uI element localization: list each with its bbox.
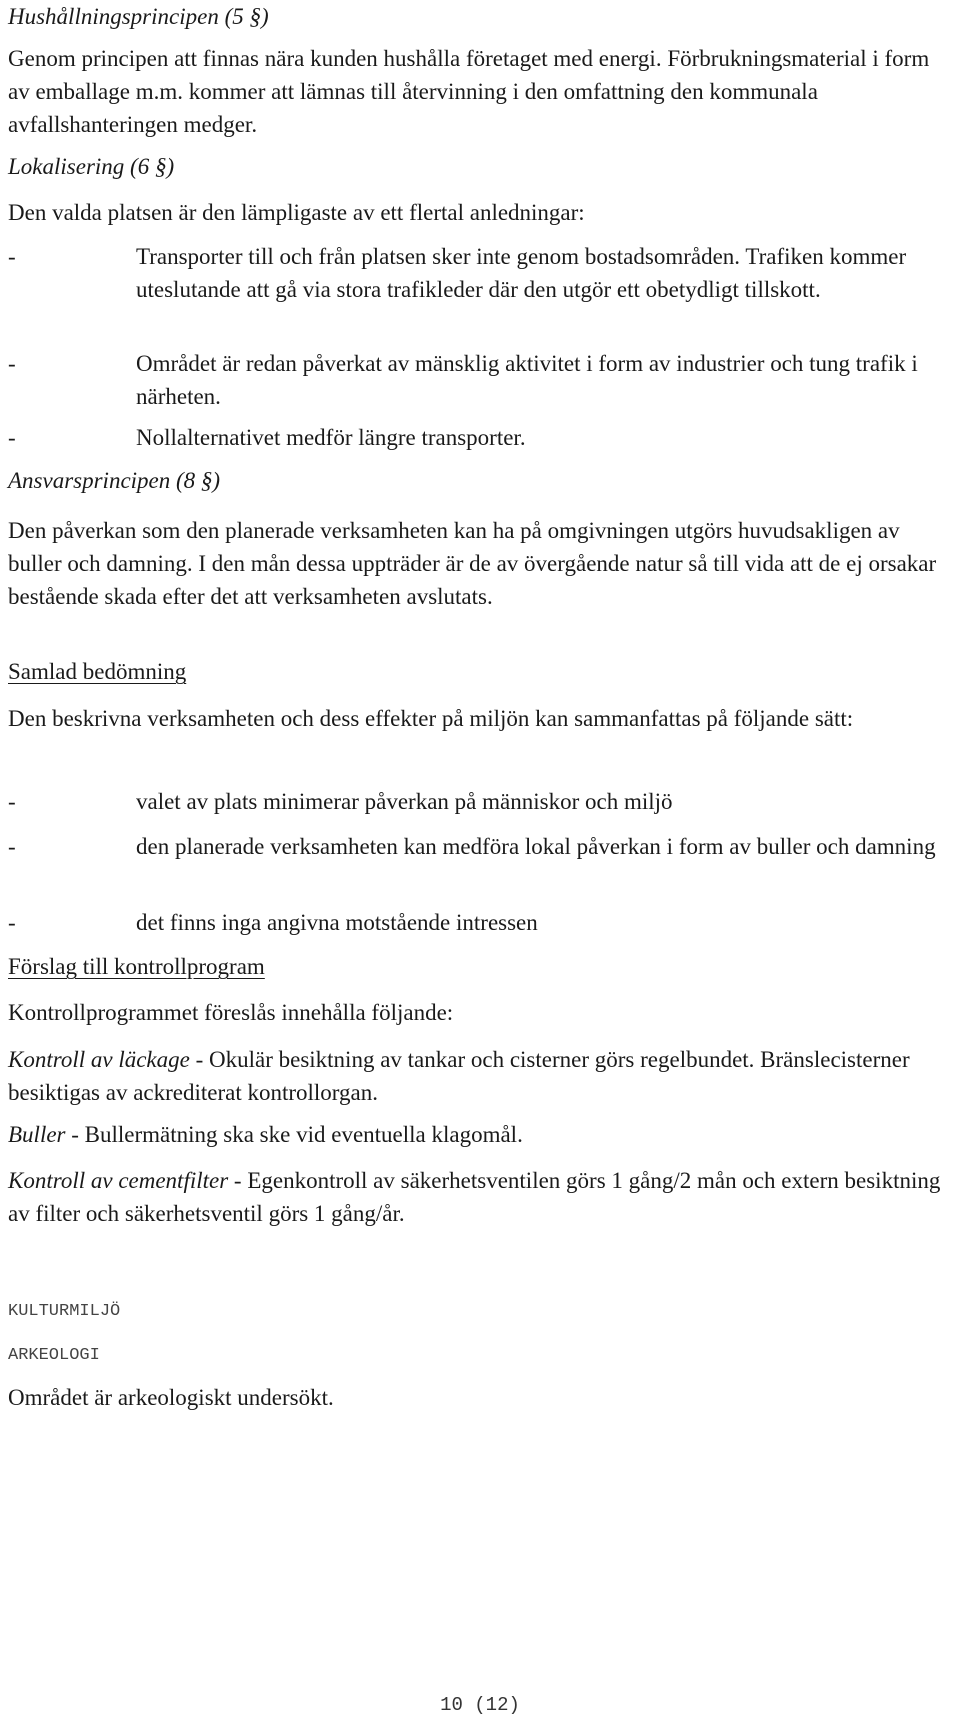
kontroll-item-cementfilter bbox=[8, 1164, 952, 1230]
list-dash: - bbox=[8, 834, 16, 859]
paragraph-samlad-intro: Den beskrivna verksamheten och dess effekter på miljön kan sammanfattas på följande sätt: bbox=[8, 706, 854, 731]
list-dash: - bbox=[8, 425, 16, 450]
kontroll-text: - Bullermätning ska ske vid eventuella klagomål. bbox=[65, 1122, 523, 1147]
kontroll-term: Kontroll av läckage bbox=[8, 1047, 190, 1072]
list-item-text: Nollalternativet medför längre transporter. bbox=[136, 425, 526, 450]
heading-hushallningsprincipen: Hushållningsprincipen (5 §) bbox=[8, 4, 269, 29]
paragraph-kontroll-intro: Kontrollprogrammet föreslås innehålla följande: bbox=[8, 1000, 454, 1025]
heading-ansvarsprincipen: Ansvarsprincipen (8 §) bbox=[8, 468, 221, 493]
heading-samlad-bedomning-text: Samlad bedömning bbox=[8, 659, 187, 684]
list-item-text: valet av plats minimerar påverkan på människor och miljö bbox=[136, 789, 673, 814]
list-dash: - bbox=[8, 789, 16, 814]
kontroll-text: - Egenkontroll av säkerhetsventilen görs 1 gång/2 mån och extern besiktning av filter och säkerhetsventil görs 1 gång/år. bbox=[8, 1168, 941, 1226]
heading-samlad-bedomning bbox=[8, 655, 952, 688]
list-dash: - bbox=[8, 351, 16, 376]
page-number: 10 (12) bbox=[440, 1694, 520, 1716]
kontroll-term: Buller bbox=[8, 1122, 66, 1147]
kontroll-text: - Okulär besiktning av tankar och cisterner görs regelbundet. Bränslecisterner besiktigas av ackrediterat kontrollorgan. bbox=[8, 1047, 910, 1105]
subheading-arkeologi: ARKEOLOGI bbox=[8, 1346, 100, 1365]
heading-lokalisering: Lokalisering (6 §) bbox=[8, 154, 175, 179]
paragraph-arkeologi: Området är arkeologiskt undersökt. bbox=[8, 1385, 334, 1410]
list-item-text: det finns inga angivna motstående intressen bbox=[136, 910, 538, 935]
list-dash: - bbox=[8, 910, 16, 935]
list-dash: - bbox=[8, 244, 16, 269]
list-item-text: Transporter till och från platsen sker inte genom bostadsområden. Trafiken kommer uteslutande att gå via stora trafikleder där den utgör ett obetydligt tillskott. bbox=[136, 244, 907, 302]
kontroll-item-lackage bbox=[8, 1043, 952, 1109]
heading-kulturmiljo: KULTURMILJÖ bbox=[8, 1302, 121, 1321]
paragraph-hushallning: Genom principen att finnas nära kunden hushålla företaget med energi. Förbrukningsmaterial i form av emballage m.m. kommer att lämnas till återvinning i den omfattning den kommunala avfallshanteringen medger. bbox=[8, 46, 930, 137]
paragraph-ansvar: Den påverkan som den planerade verksamheten kan ha på omgivningen utgörs huvudsakligen av buller och damning. I den mån dessa uppträder är de av övergående natur så till vida att de ej orsakar bestående skada efter det att verksamheten avslutats. bbox=[8, 518, 937, 609]
kontroll-term: Kontroll av cementfilter bbox=[8, 1168, 229, 1193]
list-item-text: den planerade verksamheten kan medföra lokal påverkan i form av buller och damning bbox=[136, 834, 936, 859]
kontroll-item-buller bbox=[8, 1118, 952, 1151]
heading-kontrollprogram-text: Förslag till kontrollprogram bbox=[8, 954, 265, 979]
heading-kontrollprogram bbox=[8, 950, 952, 983]
list-item-text: Området är redan påverkat av mänsklig aktivitet i form av industrier och tung trafik i närheten. bbox=[136, 351, 918, 409]
paragraph-lokalisering-intro: Den valda platsen är den lämpligaste av ett flertal anledningar: bbox=[8, 200, 585, 225]
